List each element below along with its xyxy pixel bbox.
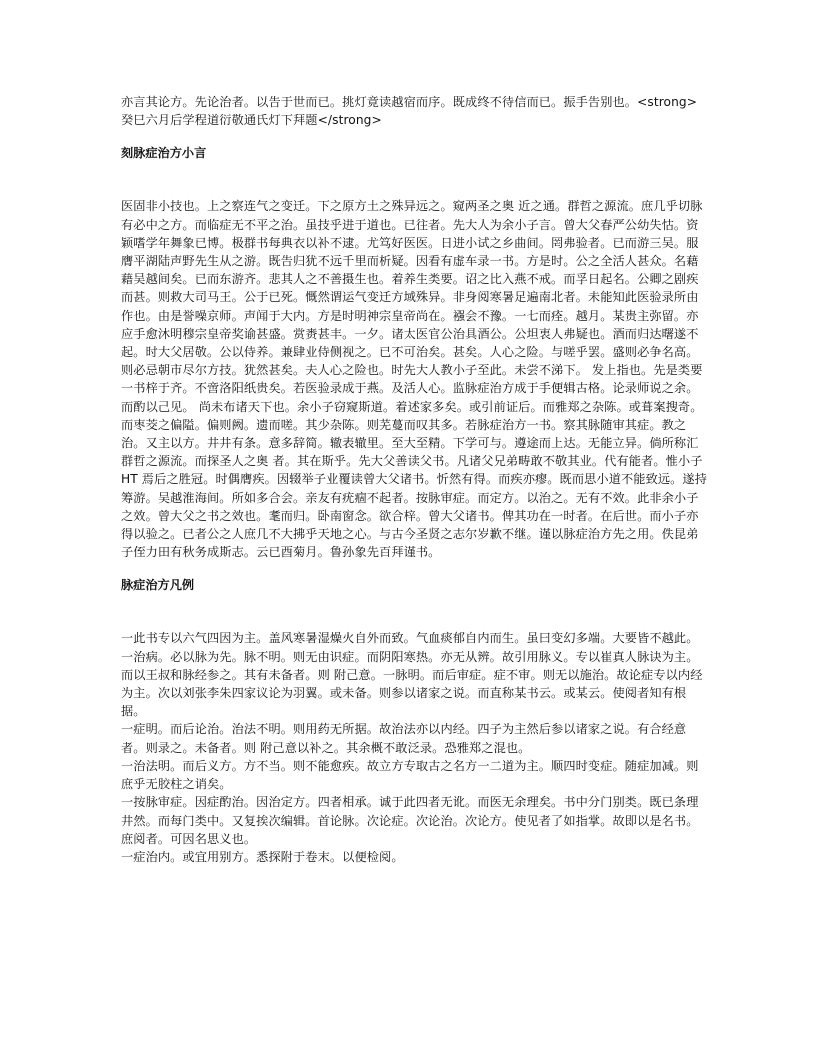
document-page [121, 93, 707, 866]
preface-paragraph: 医固非小技也。上之察连气之变迁。下之原方土之殊异远之。窥两圣之奥 近之通。群哲之源流。庶几乎切脉有必中之方。而临症无不平之治。虽技乎进于道也。已往者。先大人为余小子言。曾大父春严公幼失怙。资颖嗜学年舞象已博。极群书每典衣以补不逮。尤笃好医医。日进小试之乡曲间。罔弗验者。已而游三吴。服膺平湖陆声野先生从之游。既告归犹不远千里而析疑。因看有虚车录一书。方是时。公之全活人甚众。名藉藉吴越间矣。已而东游齐。悲其人之不善摄生也。着养生类要。诏之比入燕不戒。而孚日起名。公卿之剧疾而甚。则救大司马王。公于已死。慨然谓运气变迁方域殊异。非身阅寒暑足遍南北者。未能知此医验录所由作也。由是誉噪京师。声闻于大内。方是时明神宗皇帝尚在。襁会不豫。一七而痊。越月。某贵主弥留。亦应手愈沐明穆宗皇帝奖谕甚盛。赏赉甚丰。一夕。诸太医官公治具酒公。公坦衷人弗疑也。酒而归达曙遂不起。时大父居敬。公以侍养。兼肆业侍侧视之。已不可治矣。甚矣。人心之险。与嗟乎罢。盛则必争名高。则必忌朝市尽尔方技。犹然甚矣。夫人心之险也。时先大人教小子至此。未尝不涕下。 发上指也。先是类要一书梓于齐。不啻洛阳纸贵矣。若医验录成于燕。及活人心。监脉症治方成于手便辑古格。论录师说之余。而酌以己见。 尚未布诸天下也。余小子窃窥斯道。着述家多矣。或引前证后。而雅郑之杂陈。或葺案搜奇。而枣茭之偏隘。偏则阙。遗而嗟。其少杂陈。则芜蔓而叹其多。若脉症治方一书。察其脉随审其症。教之治。又主以方。井井有条。意多辞简。辙表辙里。至大至精。下学可与。遵途而上达。无能立异。倘所称汇群哲之源流。而探圣人之奥 者。其在斯乎。先大父善读父书。凡诸父兄弟畴敢不敬其业。代有能者。惟小子HT 焉后之胜冠。时偶膺疾。因辍举子业覆读曾大父诸书。忻然有得。而疾亦瘳。既而思小道不能致远。遂持筹游。吴越淮海间。所如多合会。亲友有疣痼不起者。按脉审症。而定方。以治之。无有不效。此非余小子之效。曾大父之书之效也。耄而归。卧南窗念。欲合梓。曾大父诸书。俾其功在一时者。在后世。而小子亦得以验之。已者公之人庶几不大拂乎天地之心。与古今圣贤之志尔岁歉不继。谨以脉症治方先之用。佚昆弟子侄力田有秋务成斯志。云已酉菊月。鲁孙象先百拜谨书。 [121, 199, 708, 560]
rules-list [121, 629, 707, 866]
section-title-preface: 刻脉症治方小言 [121, 146, 207, 161]
rule-item: 一症明。而后论治。治法不明。则用药无所据。故治法亦以内经。四子为主然后参以诸家之说。有合经意者。则录之。未备者。则 附己意以补之。其余概不敢泛录。恐雅郑之混也。 [121, 722, 687, 755]
intro-paragraph: 亦言其论方。先论治者。以告于世而已。挑灯竟读越宿而序。既成终不待信而已。振手告别也。<strong>癸巳六月后学程道衍敬通氏灯下拜题</strong> [121, 95, 698, 128]
rule-item: 一治病。必以脉为先。脉不明。则无由识症。而阴阳寒热。亦无从辨。故引用脉义。专以崔真人脉诀为主。而以王叔和脉经参之。其有未备者。则 附己意。一脉明。而后审症。症不审。则无以施治。故论症专以内经为主。次以刘张李朱四家议论为羽翼。或未备。则参以诸家之说。而直称某书云。或某云。使阅者知有根据。 [121, 649, 703, 719]
section-title-rules: 脉症治方凡例 [121, 578, 195, 593]
rule-item: 一症治内。或宜用别方。悉探附于卷末。以便检阅。 [121, 849, 404, 864]
rule-item: 一此书专以六气四因为主。盖风寒暑湿燥火自外而致。气血痰郁自内而生。虽曰变幻多端。大要皆不越此。 [121, 631, 699, 646]
rule-item: 一按脉审症。因症酌治。因治定方。四者相承。诚于此四者无讹。而医无余理矣。书中分门别类。既已条理井然。而每门类中。又复挨次编辑。首论脉。次论症。次论治。次论方。使见者了如指掌。故即以是名书。庶阅者。可因名思义也。 [121, 795, 699, 846]
rule-item: 一治法明。而后义方。方不当。则不能愈疾。故立方专取古之名方一二道为主。顺四时变症。随症加减。则庶乎无胶柱之诮矣。 [121, 758, 699, 792]
